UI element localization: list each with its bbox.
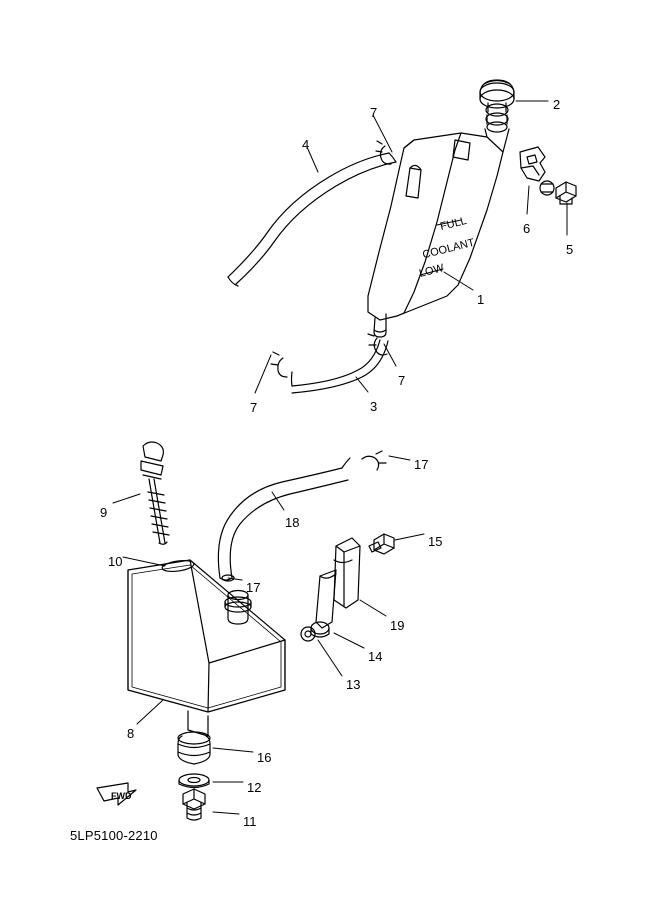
- callout-7: 7: [398, 373, 406, 388]
- leader-19: [360, 600, 386, 616]
- callout-2: 2: [553, 97, 561, 112]
- callout-11: 11: [243, 814, 257, 829]
- leader-11: [213, 812, 239, 814]
- tank-label-full: FULL: [438, 214, 468, 234]
- callout-16: 16: [257, 750, 272, 765]
- callout-13: 13: [346, 677, 361, 692]
- hose-part-3: [271, 334, 388, 393]
- callout-6: 6: [523, 221, 531, 236]
- leader-10: [123, 557, 165, 566]
- leader-9: [113, 494, 140, 503]
- callout-10: 10: [108, 554, 123, 569]
- leader-14: [334, 633, 364, 648]
- leader-16: [213, 748, 253, 752]
- callout-17: 17: [414, 457, 429, 472]
- callout-19: 19: [390, 618, 405, 633]
- fwd-label: FWD: [111, 791, 132, 801]
- leader-8: [137, 700, 163, 724]
- callout-1: 1: [477, 292, 485, 307]
- bracket-part-19: [316, 538, 360, 628]
- reservoir-bracket-part-6: [520, 147, 554, 195]
- callout-18: 18: [285, 515, 300, 530]
- oil-tank-part-8: [128, 559, 285, 736]
- callout-7: 7: [250, 400, 258, 415]
- callout-3: 3: [370, 399, 378, 414]
- leader-7a: [373, 115, 392, 152]
- callout-7: 7: [370, 105, 378, 120]
- tank-label-low: LOW: [417, 262, 446, 280]
- leader-lines: [113, 101, 567, 814]
- reservoir-cap-part-2: [480, 80, 514, 132]
- collar-part-13: [301, 627, 315, 641]
- callout-14: 14: [368, 649, 383, 664]
- leader-17a: [389, 456, 410, 460]
- bolt-part-15: [369, 534, 394, 554]
- callout-9: 9: [100, 505, 108, 520]
- hose-part-4: [228, 141, 396, 286]
- callout-8: 8: [127, 726, 135, 741]
- tank-label-coolant: COOLANT: [421, 236, 476, 262]
- diagram-part-number: 5LP5100-2210: [70, 828, 158, 843]
- leader-6: [527, 186, 529, 214]
- leader-1: [444, 272, 473, 290]
- reservoir-bolt-part-5: [556, 182, 576, 204]
- callout-12: 12: [247, 780, 262, 795]
- leader-7c: [255, 355, 271, 393]
- coolant-reservoir-part-1: [368, 129, 509, 337]
- breather-hose-part-18: [218, 451, 386, 580]
- callout-4: 4: [302, 137, 310, 152]
- leader-3: [356, 377, 368, 392]
- callout-15: 15: [428, 534, 443, 549]
- leader-15: [395, 534, 424, 540]
- callout-5: 5: [566, 242, 574, 257]
- dipstick-part-9: [141, 442, 169, 544]
- leader-18: [272, 492, 284, 510]
- drain-plug-part-16: [178, 732, 210, 764]
- leader-13: [318, 640, 342, 676]
- drain-bolt-part-11: [183, 789, 205, 820]
- callout-17: 17: [246, 580, 261, 595]
- washer-part-12: [179, 774, 209, 788]
